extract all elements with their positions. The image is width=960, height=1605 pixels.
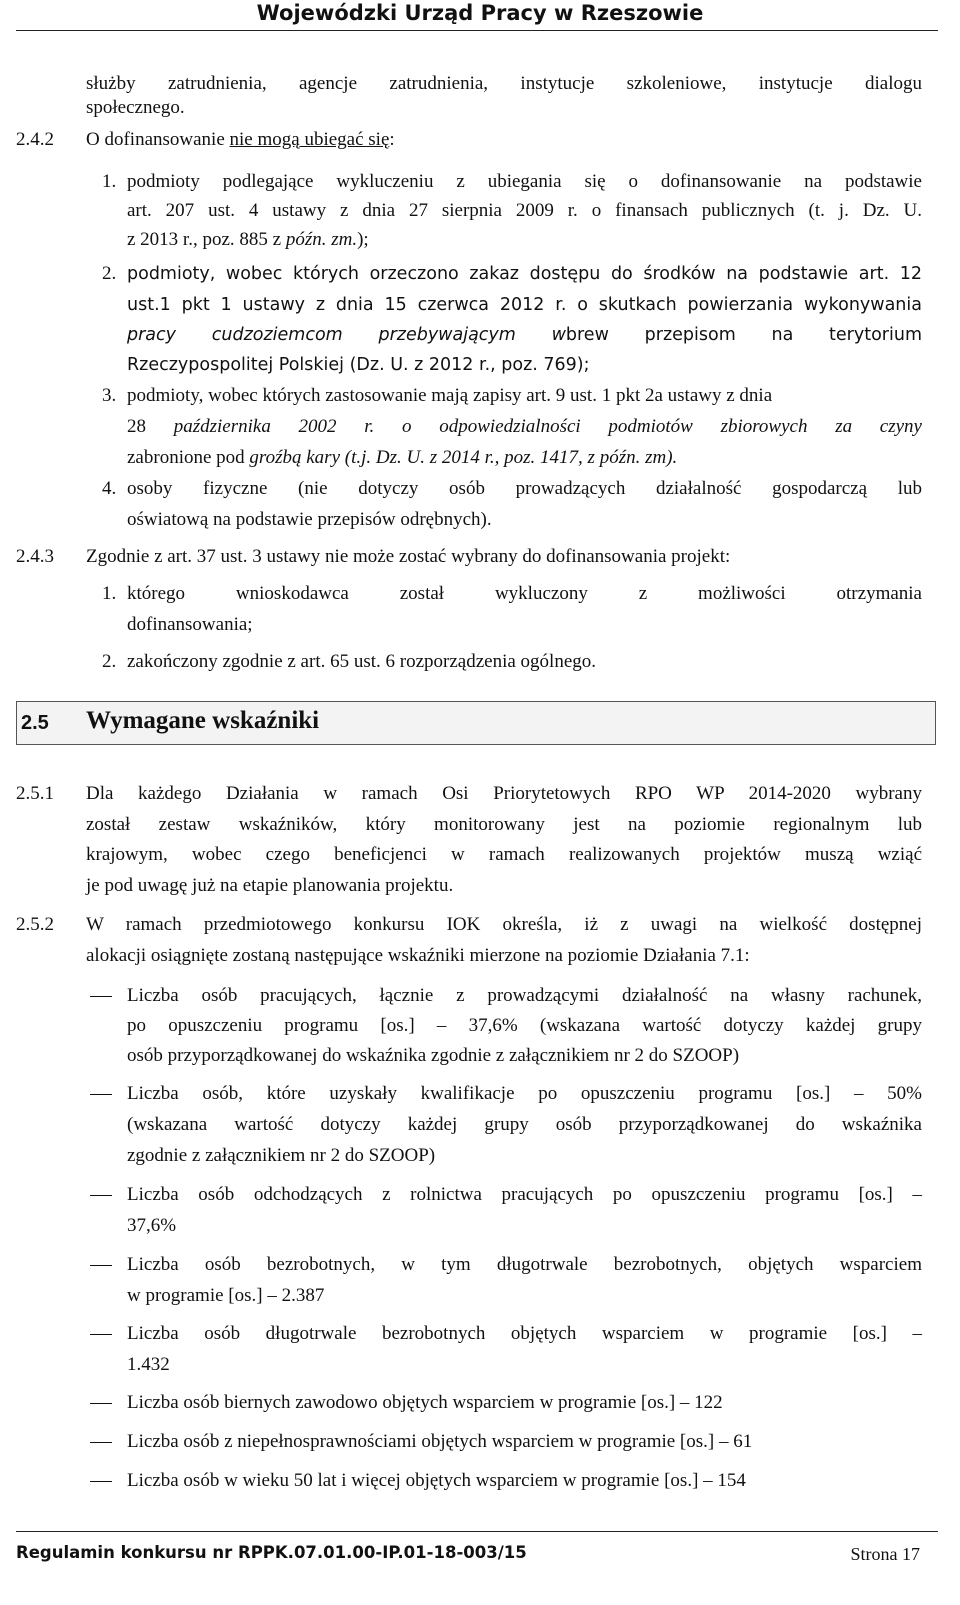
intro-line: służby zatrudnienia, agencje zatrudnienia, instytucje szkoleniowe, instytucje dialogu [86,73,922,94]
text-italic: późn. zm. [285,229,358,250]
list-number: 4. [102,478,117,499]
indicator-line: Liczba osób odchodzących z rolnictwa pracujących po opuszczeniu programu [os.] – [127,1184,922,1205]
bullet-dash [90,1481,112,1482]
indicator-line: 1.432 [127,1354,170,1375]
paragraph-line: został zestaw wskaźników, który monitorowany jest na poziomie regionalnym lub [86,814,922,835]
bullet-dash [90,1265,112,1266]
indicator-line: (wskazana wartość dotyczy każdej grupy osób przyporządkowanej do wskaźnika [127,1114,922,1135]
paragraph-line: Dla każdego Działania w ramach Osi Priorytetowych RPO WP 2014-2020 wybrany [86,783,922,804]
text: zabronione pod [127,447,250,468]
text-italic: pracy cudzoziemcom przebywającym w [127,325,566,345]
text: ); [357,229,369,250]
footer-document-id: Regulamin konkursu nr RPPK.07.01.00-IP.01-18-003/15 [16,1543,527,1562]
text: 28 [127,416,174,437]
list-item-line: którego wnioskodawca został wykluczony z możliwości otrzymania [127,583,922,604]
section-title: Wymagane wskaźniki [86,707,320,734]
list-number: 1. [102,171,117,192]
footer-rule [16,1531,938,1532]
indicator-line: w programie [os.] – 2.387 [127,1285,325,1306]
heading-text: O dofinansowanie [86,129,230,150]
list-item-line: Rzeczypospolitej Polskiej (Dz. U. z 2012 r., poz. 769); [127,355,590,375]
paragraph-line: krajowym, wobec czego beneficjenci w ramach realizowanych projektów muszą wziąć [86,844,922,865]
section-number: 2.5.2 [16,914,54,935]
text: brew przepisom na terytorium [565,325,922,345]
page-header [0,0,960,36]
heading-text: : [389,129,395,150]
list-number: 1. [102,583,117,604]
indicator-line: Liczba osób w wieku 50 lat i więcej objętych wsparciem w programie [os.] – 154 [127,1470,746,1491]
indicator-line: po opuszczeniu programu [os.] – 37,6% (wskazana wartość dotyczy każdej grupy [127,1015,922,1036]
list-item-line: dofinansowania; [127,614,253,635]
paragraph-line: alokacji osiągnięte zostaną następujące wskaźniki mierzone na poziomie Działania 7.1: [86,945,750,966]
bullet-dash [90,1403,112,1404]
bullet-dash [90,1195,112,1196]
indicator-line: Liczba osób, które uzyskały kwalifikacje po opuszczeniu programu [os.] – 50% [127,1083,922,1104]
header-title: Wojewódzki Urząd Pracy w Rzeszowie [256,1,704,25]
indicator-line: zgodnie z załącznikiem nr 2 do SZOOP) [127,1145,436,1166]
indicator-line: Liczba osób bezrobotnych, w tym długotrwale bezrobotnych, objętych wsparciem [127,1254,922,1275]
list-item-line [127,415,922,439]
bullet-dash [90,996,112,997]
intro-line: społecznego. [86,97,185,118]
list-item-line: ust.1 pkt 1 ustawy z dnia 15 czerwca 2012 r. o skutkach powierzania wykonywania [127,295,922,315]
section-heading: Zgodnie z art. 37 ust. 3 ustawy nie może zostać wybrany do dofinansowania projekt: [86,546,731,567]
text-italic: października 2002 r. o odpowiedzialności podmiotów zbiorowych za czyny [173,416,922,437]
section-number: 2.4.3 [16,546,54,567]
text: z 2013 r., poz. 885 z [127,229,286,250]
indicator-line: Liczba osób biernych zawodowo objętych wsparciem w programie [os.] – 122 [127,1392,723,1413]
section-number: 2.4.2 [16,129,54,150]
section-number: 2.5.1 [16,783,54,804]
paragraph-line: W ramach przedmiotowego konkursu IOK określa, iż z uwagi na wielkość dostępnej [86,914,922,935]
list-item-line: zakończony zgodnie z art. 65 ust. 6 rozporządzenia ogólnego. [127,651,597,672]
list-item-line: podmioty, wobec których zastosowanie mają zapisy art. 9 ust. 1 pkt 2a ustawy z dnia [127,385,773,406]
paragraph-line: je pod uwagę już na etapie planowania projektu. [86,875,454,896]
section-heading [86,128,395,152]
indicator-line: osób przyporządkowanej do wskaźnika zgodnie z załącznikiem nr 2 do SZOOP) [127,1045,740,1066]
heading-underlined: nie mogą ubiegać się [229,129,390,150]
list-item-line [127,228,369,252]
list-item-line: art. 207 ust. 4 ustawy z dnia 27 sierpnia 2009 r. o finansach publicznych (t. j. Dz. U. [127,200,922,221]
list-number: 2. [102,651,117,672]
list-item-line [127,446,677,470]
section-number: 2.5 [21,712,49,734]
footer-page-number: Strona 17 [850,1544,920,1564]
list-item-line: podmioty podlegające wykluczeniu z ubiegania się o dofinansowanie na podstawie [127,171,922,192]
text-italic: groźbą kary (t.j. Dz. U. z 2014 r., poz. 1417, z późn. zm). [249,447,678,468]
indicator-line: Liczba osób z niepełnosprawnościami objętych wsparciem w programie [os.] – 61 [127,1431,753,1452]
bullet-dash [90,1094,112,1095]
list-number: 2. [102,263,117,284]
header-rule [16,30,938,31]
section-heading-box [16,701,936,745]
indicator-line: 37,6% [127,1215,177,1236]
list-item-line: osoby fizyczne (nie dotyczy osób prowadzących działalność gospodarczą lub [127,478,922,499]
list-item-line: oświatową na podstawie przepisów odrębnych). [127,509,492,530]
bullet-dash [90,1442,112,1443]
indicator-line: Liczba osób pracujących, łącznie z prowadzącymi działalność na własny rachunek, [127,985,922,1006]
list-item-line [127,323,922,347]
list-item-line: podmioty, wobec których orzeczono zakaz dostępu do środków na podstawie art. 12 [127,264,922,284]
indicator-line: Liczba osób długotrwale bezrobotnych objętych wsparciem w programie [os.] – [127,1323,922,1344]
list-number: 3. [102,385,117,406]
bullet-dash [90,1334,112,1335]
